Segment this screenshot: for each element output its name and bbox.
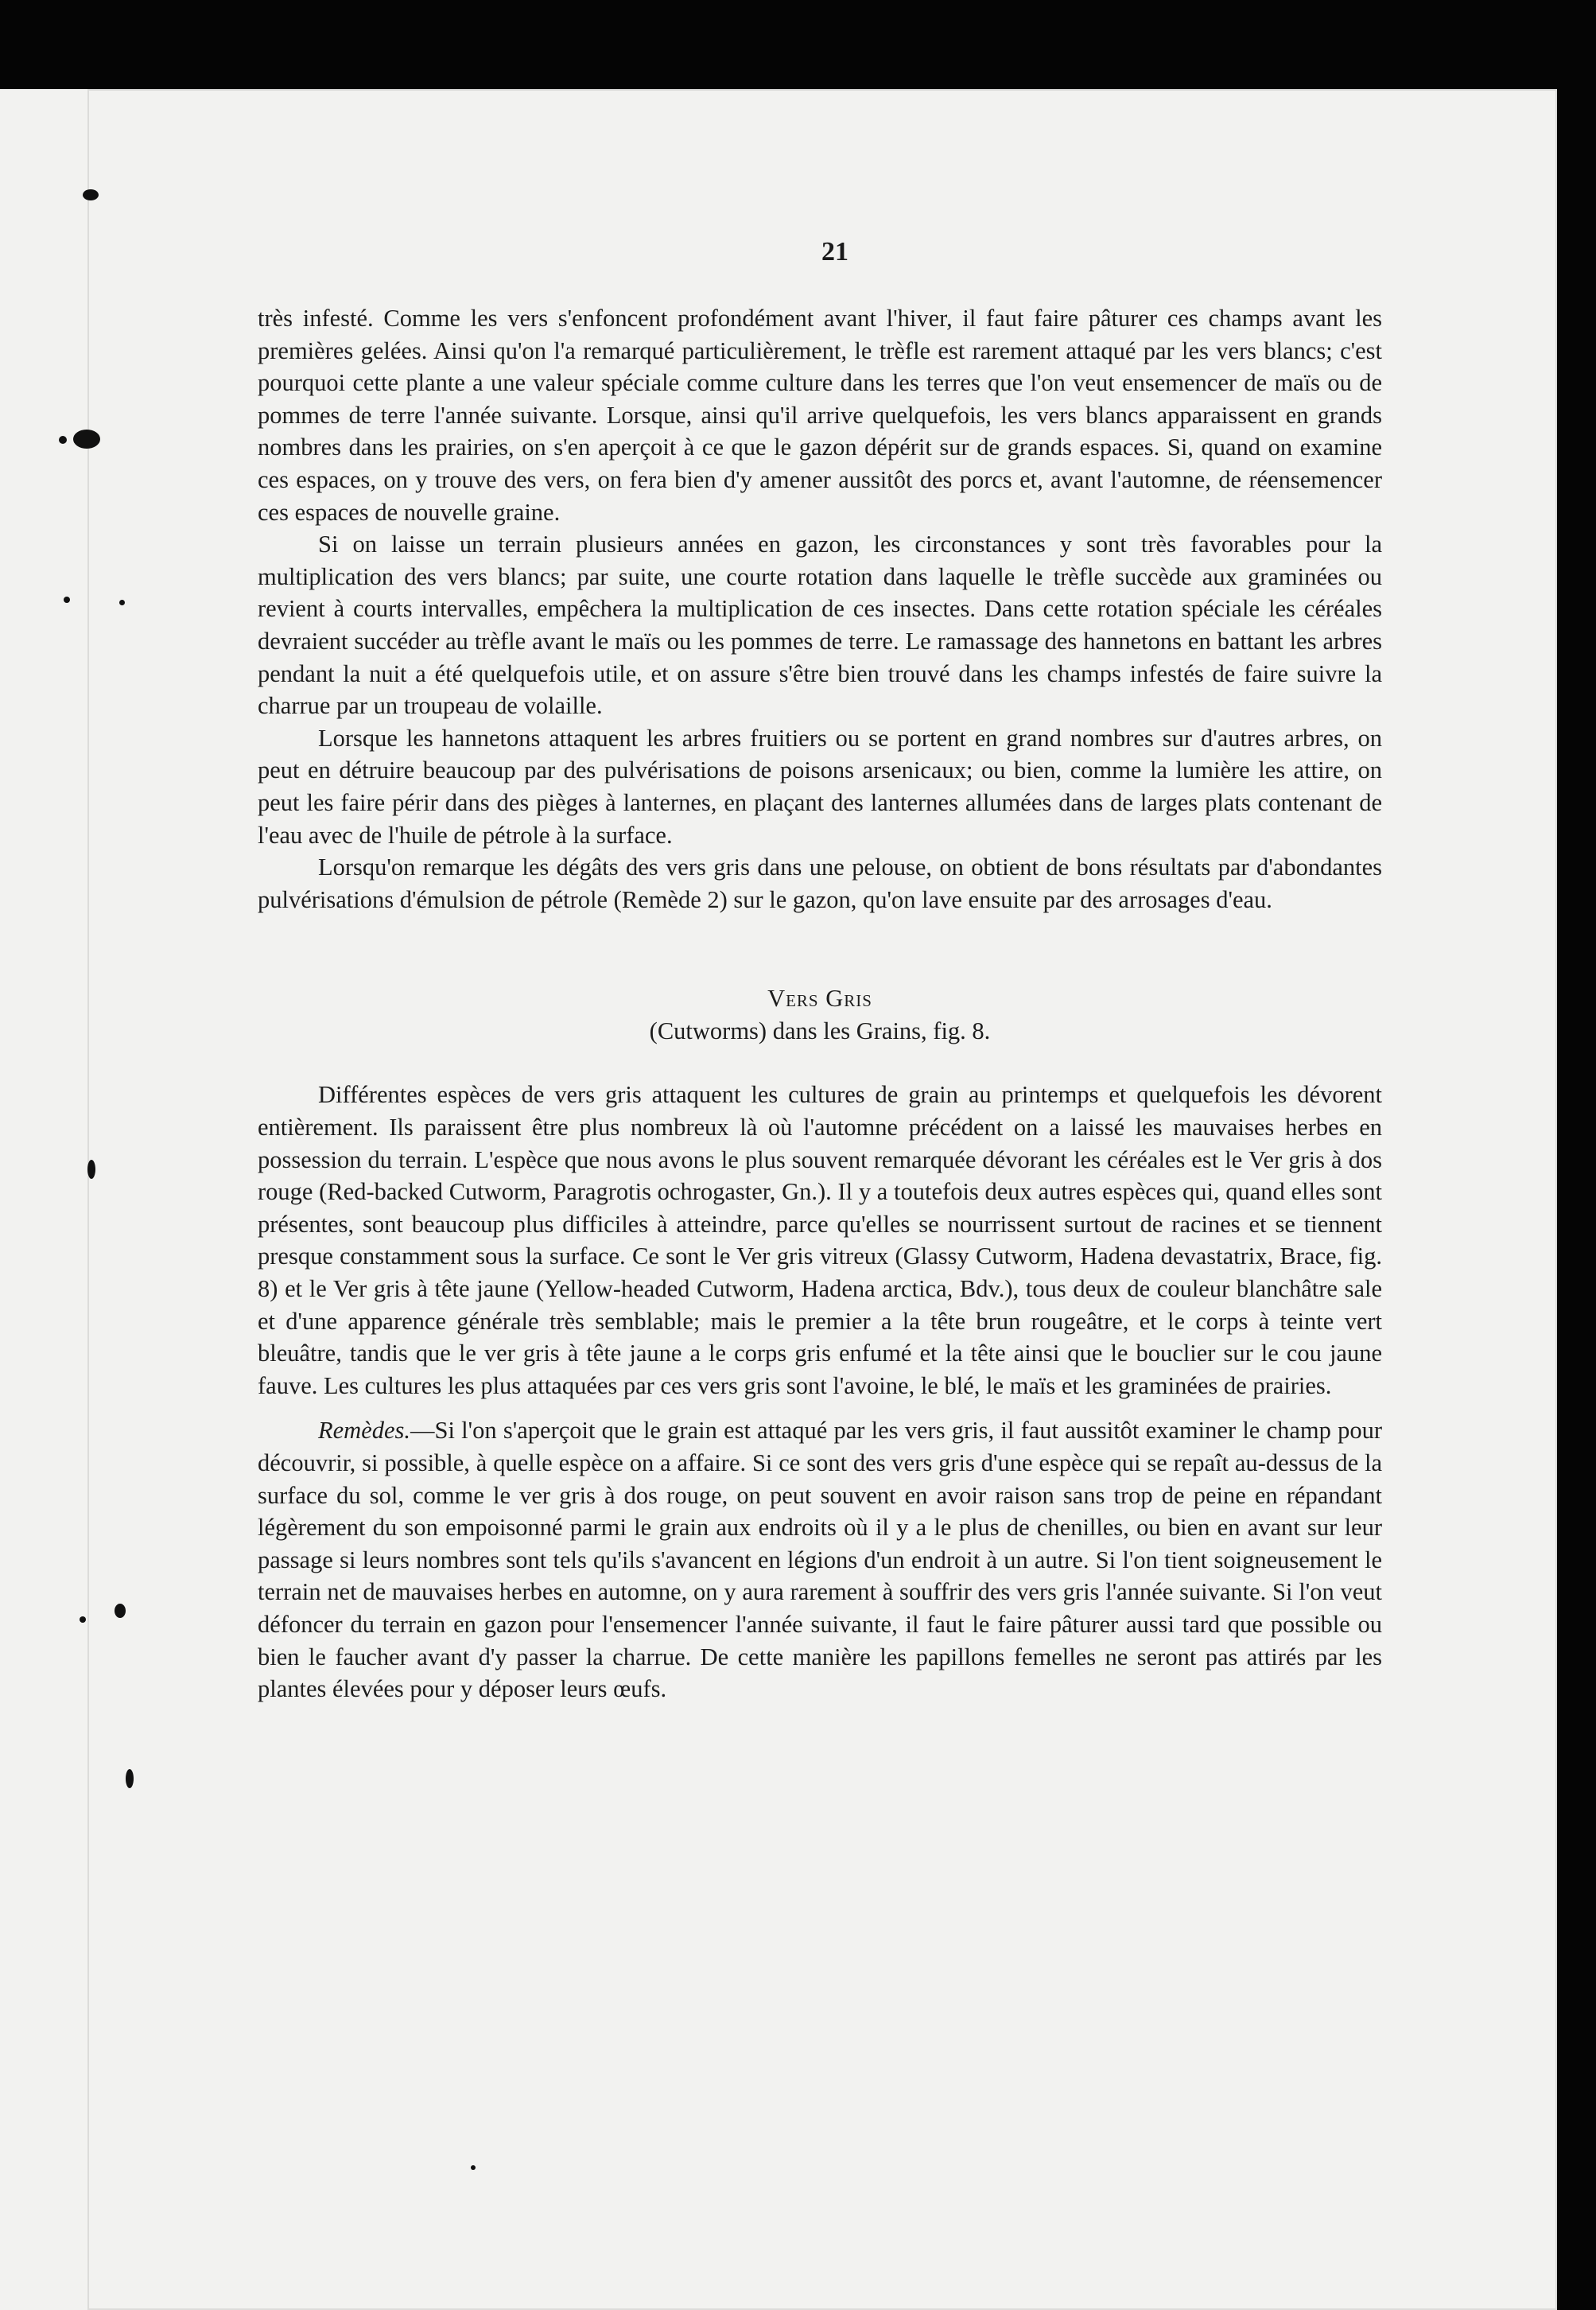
margin-mark bbox=[83, 189, 99, 200]
margin-mark bbox=[115, 1604, 126, 1618]
remedes-paragraph bbox=[258, 1414, 1382, 1705]
margin-mark bbox=[59, 436, 67, 444]
section-subtitle: (Cutworms) dans les Grains, fig. 8. bbox=[649, 1017, 991, 1044]
paragraph: Différentes espèces de vers gris attaquent les cultures de grain au printemps et quelquefois les dévorent entièrement. Ils paraissent être plus nombreux là où l'automne précédent on a laissé les mauvaises herbes en possession du terrain. L'espèce que nous avons le plus souvent remarquée dévorant les céréales est le Ver gris à dos rouge (Red-backed Cutworm, Paragrotis ochrogaster, Gn.). Il y a toutefois deux autres espèces qui, quand elles sont présentes, sont beaucoup plus difficiles à atteindre, parce qu'elles se nourrissent surtout de racines et se tiennent presque constamment sous la surface. Ce sont le Ver gris vitreux (Glassy Cutworm, Hadena devastatrix, Brace, fig. 8) et le Ver gris à tête jaune (Yellow-headed Cutworm, Hadena arctica, Bdv.), tous deux de couleur blanchâtre sale et d'une apparence générale très semblable; mais le premier a la tête brun rougeâtre, et le corps à teinte vert bleuâtre, tandis que le ver gris à tête jaune a le corps gris enfumé et la tête ainsi que le bouclier sur le cou jaune fauve. Les cultures les plus attaquées par ces vers gris sont l'avoine, le blé, le maïs et les graminées de prairies. bbox=[258, 1081, 1382, 1399]
margin-mark bbox=[126, 1769, 134, 1788]
margin-mark bbox=[119, 600, 125, 605]
margin-mark bbox=[80, 1616, 86, 1623]
paragraph: Lorsque les hannetons attaquent les arbres fruitiers ou se portent en grand nombres sur d'autres arbres, on peut en détruire beaucoup par des pulvérisations de poisons arsenicaux; ou bien, comme la lumière les attire, on peut les faire périr dans des pièges à lanternes, en plaçant des lanternes allumées dans de larges plats contenant de l'eau avec de l'huile de pétrole à la surface. bbox=[258, 724, 1382, 849]
paragraph: Si on laisse un terrain plusieurs années en gazon, les circonstances y sont très favorables pour la multiplication des vers blancs; par suite, une courte rotation dans laquelle le trèfle succède aux graminées ou revient à courts intervalles, empêchera la multiplication de ces insectes. Dans cette rotation spéciale les céréales devraient succéder au trèfle avant le maïs ou les pommes de terre. Le ramassage des hannetons en battant les arbres pendant la nuit a été quelquefois utile, et on assure s'être bien trouvé dans les champs infestés de faire suivre la charrue par un troupeau de volaille. bbox=[258, 531, 1382, 720]
section-title: Vers Gris bbox=[767, 985, 872, 1013]
margin-mark bbox=[87, 1160, 95, 1179]
remedes-label: Remèdes. bbox=[318, 1417, 411, 1445]
paragraph: Lorsqu'on remarque les dégâts des vers gris dans une pelouse, on obtient de bons résultats par d'abondantes pulvérisations d'émulsion de pétrole (Remède 2) sur le gazon, qu'on lave ensuite par des arrosages d'eau. bbox=[258, 854, 1382, 913]
page-body bbox=[258, 302, 1382, 1705]
page-number: 21 bbox=[821, 237, 848, 266]
paragraph: très infesté. Comme les vers s'enfoncent profondément avant l'hiver, il faut faire pâturer ces champs avant les premières gelées. Ainsi qu'on l'a remarqué particulièrement, le trèfle est rarement attaqué par les vers blancs; c'est pourquoi cette plante a une valeur spéciale comme culture dans les terres que l'on veut ensemencer de maïs ou de pommes de terre l'année suivante. Lorsque, ainsi qu'il arrive quelquefois, les vers blancs apparaissent en grands nombres dans les prairies, on s'en aperçoit à ce que le gazon dépérit sur de grands espaces. Si, quand on examine ces espaces, on y trouve des vers, on fera bien d'y amener aussitôt des porcs et, avant l'automne, de réensemencer ces espaces de nouvelle graine. bbox=[258, 305, 1382, 526]
book-binding-margin bbox=[0, 89, 100, 2310]
margin-mark bbox=[64, 597, 70, 603]
margin-mark bbox=[471, 2165, 476, 2170]
margin-mark bbox=[73, 430, 100, 449]
remedes-text: —Si l'on s'aperçoit que le grain est attaqué par les vers gris, il faut aussitôt examiner le champ pour découvrir, si possible, à quelle espèce on a affaire. Si ce sont des vers gris d'une espèce qui se repaît au-dessus de la surface du sol, comme le ver gris à dos rouge, on peut souvent en avoir raison sans trop de peine en répandant légèrement du son empoisonné parmi le grain aux endroits où il y a le plus de chenilles, ou bien en avant sur leur passage si leurs nombres sont tels qu'ils s'avancent en légions d'un endroit à un autre. Si l'on tient soigneusement le terrain net de mauvaises herbes en automne, on y aura rarement à souffrir des vers gris l'année suivante. Si l'on veut défoncer du terrain en gazon pour l'ensemencer l'année suivante, il faut le faire pâturer aussi tard que possible ou bien le faucher avant d'y passer la charrue. De cette manière les papillons femelles ne seront pas attirés par les plantes élevées pour y déposer leurs œufs. bbox=[258, 1417, 1382, 1703]
